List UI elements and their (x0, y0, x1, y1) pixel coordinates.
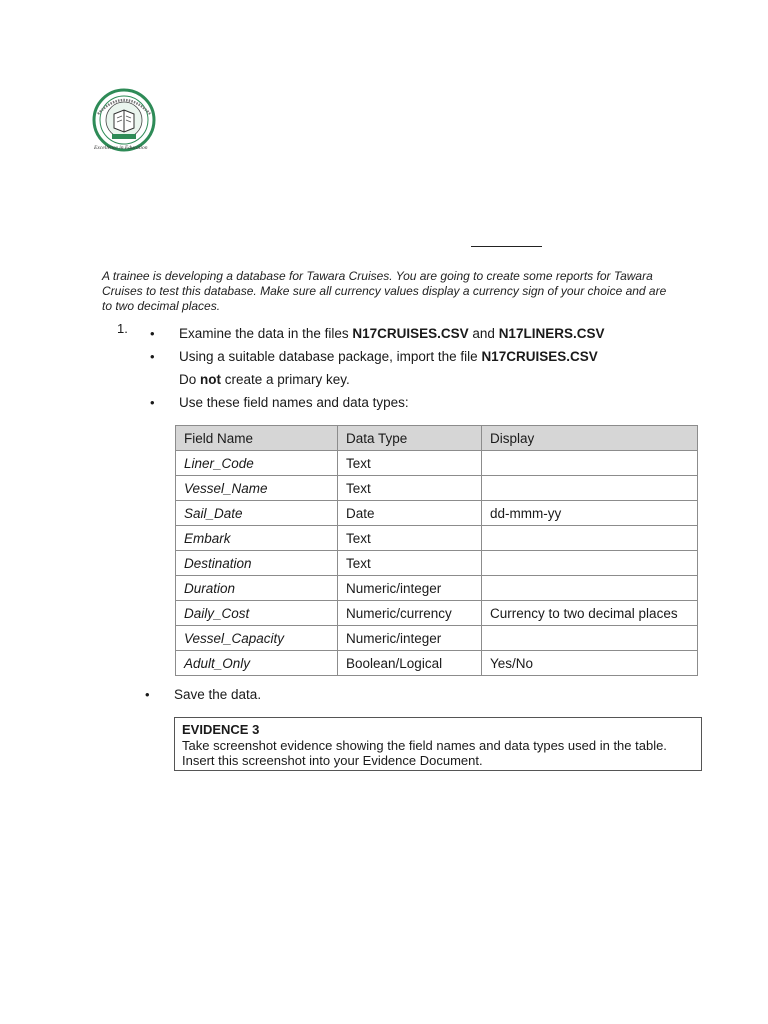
field-name-cell: Vessel_Capacity (176, 626, 338, 651)
instruction-text: create a primary key. (221, 372, 350, 387)
data-type-cell: Numeric/currency (338, 601, 482, 626)
display-cell (482, 551, 698, 576)
column-header: Data Type (338, 426, 482, 451)
table-row (176, 451, 698, 476)
table-header-row (176, 426, 698, 451)
evidence-line: Insert this screenshot into your Evidence Document. (182, 753, 483, 768)
field-name-cell: Sail_Date (176, 501, 338, 526)
display-cell (482, 476, 698, 501)
evidence-line: Take screenshot evidence showing the field names and data types used in the table. (182, 737, 667, 753)
instruction-field-names: Use these field names and data types: (179, 395, 409, 410)
table-row (176, 601, 698, 626)
bullet-marker: • (150, 395, 155, 410)
evidence-title: EVIDENCE 3 (182, 722, 260, 737)
field-name-cell: Destination (176, 551, 338, 576)
instruction-text: and (468, 326, 499, 341)
school-motto: Excellence in Education (94, 145, 148, 151)
instruction-import (179, 349, 598, 364)
question-number: 1. (117, 321, 128, 336)
field-definitions-table (175, 425, 698, 676)
title-underline (471, 246, 542, 247)
display-cell (482, 526, 698, 551)
table-row (176, 551, 698, 576)
field-name-cell: Adult_Only (176, 651, 338, 676)
table-row (176, 476, 698, 501)
display-cell (482, 576, 698, 601)
data-type-cell: Text (338, 476, 482, 501)
data-type-cell: Text (338, 451, 482, 476)
bullet-marker: • (150, 326, 155, 341)
display-cell: Currency to two decimal places (482, 601, 698, 626)
display-cell (482, 451, 698, 476)
table-body (176, 451, 698, 676)
table-row (176, 576, 698, 601)
display-cell (482, 626, 698, 651)
table-row (176, 501, 698, 526)
table-row (176, 651, 698, 676)
filename-cruises: N17CRUISES.CSV (481, 349, 598, 364)
field-name-cell: Daily_Cost (176, 601, 338, 626)
field-name-cell: Vessel_Name (176, 476, 338, 501)
bullet-marker: • (145, 687, 150, 702)
evidence-box (174, 717, 702, 771)
intro-paragraph: A trainee is developing a database for Tawara Cruises. You are going to create some reports for Tawara Cruises to test this database. Make sure all currency values display a currency sign of your choice and are to two decimal places. (102, 269, 667, 313)
data-type-cell: Date (338, 501, 482, 526)
data-type-cell: Text (338, 526, 482, 551)
instruction-examine (179, 326, 604, 341)
field-name-cell: Embark (176, 526, 338, 551)
column-header: Field Name (176, 426, 338, 451)
filename-cruises: N17CRUISES.CSV (352, 326, 469, 341)
filename-liners: N17LINERS.CSV (498, 326, 605, 341)
column-header: Display (482, 426, 698, 451)
instruction-text: Do (179, 372, 201, 387)
display-cell: dd-mmm-yy (482, 501, 698, 526)
emphasis-not: not (200, 372, 222, 387)
display-cell: Yes/No (482, 651, 698, 676)
field-name-cell: Liner_Code (176, 451, 338, 476)
data-type-cell: Numeric/integer (338, 626, 482, 651)
field-name-cell: Duration (176, 576, 338, 601)
data-type-cell: Text (338, 551, 482, 576)
data-type-cell: Boolean/Logical (338, 651, 482, 676)
table-row (176, 626, 698, 651)
instruction-save: Save the data. (174, 687, 262, 702)
table-row (176, 526, 698, 551)
instruction-primary-key (179, 372, 350, 387)
instruction-text: Using a suitable database package, import the file (179, 349, 482, 364)
instruction-text: Examine the data in the files (179, 326, 353, 341)
bullet-marker: • (150, 349, 155, 364)
data-type-cell: Numeric/integer (338, 576, 482, 601)
